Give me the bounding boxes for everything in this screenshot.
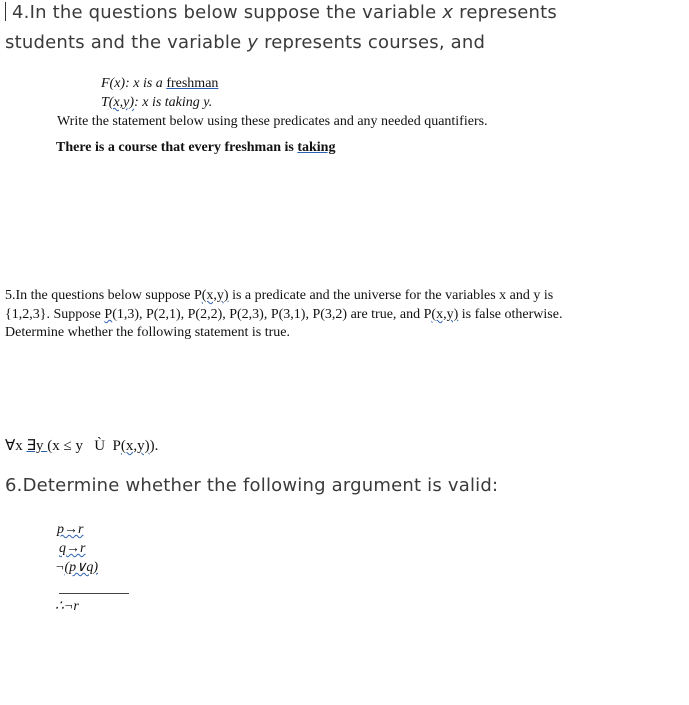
q5-line1-tail: is a predicate and the universe for the variables x and y is: [228, 288, 554, 303]
q5-line2-tail: is false otherwise.: [458, 307, 563, 322]
q4-var-x: x: [442, 2, 454, 23]
formula-tail: ).: [149, 438, 159, 454]
q4-var-y: y: [247, 32, 259, 53]
q5-line1-args: (x,y): [201, 288, 229, 303]
q4-statement: [56, 140, 335, 156]
q4-line1-tail: represents: [453, 2, 557, 23]
formula-exists: ∃y: [26, 438, 48, 454]
q5-line3: Determine whether the following statement is true.: [5, 325, 290, 340]
premise-1: p→r: [57, 522, 84, 537]
q5-line2-mid: (1,3), P(2,1), P(2,2), P(2,3), P(3,1), P(3,2) are true, and P: [112, 307, 432, 322]
q5-line2-text: {1,2,3}. Suppose: [5, 307, 105, 322]
q6-heading: 6.Determine whether the following argument is valid:: [5, 475, 499, 496]
q4-predicate-f: [101, 76, 218, 92]
q5-line2-args: (x,y): [431, 307, 459, 322]
q4-line2-text: students and the variable: [5, 32, 248, 53]
pred-f-text: F(x): x is a: [101, 76, 167, 91]
q5-line2: [5, 307, 562, 323]
pred-t-name: T: [101, 95, 109, 110]
formula-args: (x,y): [120, 438, 150, 454]
conclusion: ∴¬r: [55, 599, 79, 614]
q5-line1: [5, 288, 553, 304]
premise-3: [55, 559, 98, 576]
premise-3-body: (p∨q): [64, 560, 99, 575]
premise-2: q→r: [59, 541, 86, 556]
formula-forall: ∀x: [5, 438, 27, 454]
q4-instruction: Write the statement below using these predicates and any needed quantifiers.: [57, 114, 488, 129]
q5-line2-p: P: [104, 307, 113, 322]
pred-t-args: (x,y): [108, 95, 135, 110]
premise-3-neg: ¬: [55, 560, 65, 575]
statement-text: There is a course that every freshman is: [56, 140, 298, 155]
q4-line1-text: 4.In the questions below suppose the variable: [12, 2, 443, 23]
q5-line1-text: 5.In the questions below suppose P: [5, 288, 202, 303]
q4-heading-line1: [5, 2, 557, 23]
text-cursor: [5, 2, 6, 21]
argument-divider: [59, 593, 129, 594]
q4-heading-line2: [5, 32, 485, 53]
q4-line2-tail: represents courses, and: [258, 32, 486, 53]
statement-word: taking: [297, 140, 336, 155]
q4-predicate-t: [101, 95, 212, 111]
q5-formula: [5, 436, 158, 455]
pred-t-text: : x is taking y.: [134, 95, 213, 110]
pred-f-word: freshman: [166, 76, 219, 91]
formula-body: (x ≤ y Ù P: [47, 438, 121, 454]
